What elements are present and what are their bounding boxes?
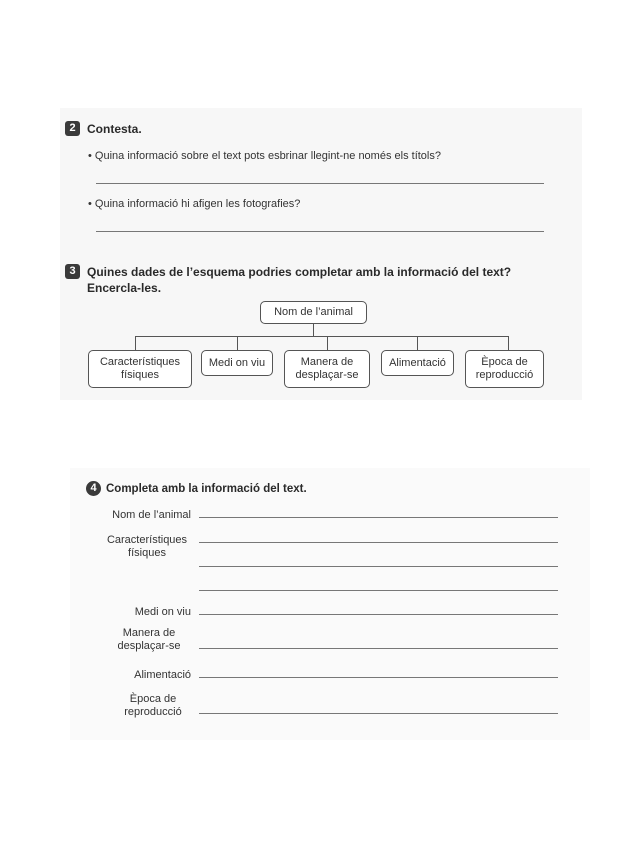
field-line-epoca[interactable]: [199, 713, 558, 714]
exercise-2-number: 2: [65, 121, 80, 136]
exercise-3-title-line-2: Encercla-les.: [87, 281, 162, 295]
diagram-connector: [417, 336, 418, 350]
field-label-epoca: Època de reproducció: [124, 693, 182, 718]
diagram-box-label: Manera de: [300, 356, 354, 368]
diagram-box-label: Característiques: [99, 356, 181, 368]
exercise-2-question-2: • Quina informació hi afigen les fotografies?: [88, 198, 301, 210]
field-line-medi[interactable]: [199, 614, 558, 615]
field-line-caracteristiques-3[interactable]: [199, 590, 558, 591]
field-label-manera: Manera de desplaçar-se: [117, 627, 181, 652]
diagram-connector: [237, 336, 238, 350]
diagram-box-manera[interactable]: [284, 350, 370, 388]
diagram-box-alimentacio[interactable]: [381, 350, 454, 376]
diagram-box-label: Medi on viu: [208, 356, 266, 369]
exercise-4-title: Completa amb la informació del text.: [106, 483, 307, 495]
field-line-caracteristiques-2[interactable]: [199, 566, 558, 567]
field-line-alimentacio[interactable]: [199, 677, 558, 678]
answer-line[interactable]: [96, 183, 544, 184]
exercise-3-number: 3: [65, 264, 80, 279]
diagram-connector: [508, 336, 509, 350]
answer-line[interactable]: [96, 231, 544, 232]
diagram-box-label: reproducció: [475, 369, 534, 381]
diagram-box-label: Època de: [481, 356, 528, 368]
exercise-4-number: 4: [86, 481, 101, 496]
exercise-2-question-1: • Quina informació sobre el text pots esbrinar llegint-ne només els títols?: [88, 150, 441, 162]
diagram-root-box[interactable]: [260, 301, 367, 324]
diagram-connector: [135, 336, 509, 337]
field-line-nom[interactable]: [199, 517, 558, 518]
diagram-box-label: físiques: [121, 369, 159, 381]
diagram-box-epoca[interactable]: [465, 350, 544, 388]
exercise-3-title-line-1: Quines dades de l’esquema podries completar amb la informació del text?: [87, 265, 512, 279]
exercise-2-title: Contesta.: [87, 122, 142, 136]
diagram-box-label: Alimentació: [389, 356, 446, 369]
diagram-box-label: desplaçar-se: [295, 369, 359, 381]
field-line-manera[interactable]: [199, 648, 558, 649]
diagram-connector: [135, 336, 136, 350]
diagram-connector: [313, 324, 314, 336]
field-label-alimentacio: Alimentació: [134, 669, 191, 681]
field-line-caracteristiques[interactable]: [199, 542, 558, 543]
field-label-medi: Medi on viu: [134, 606, 191, 618]
diagram-box-caracteristiques[interactable]: [88, 350, 192, 388]
diagram-box-medi[interactable]: [201, 350, 273, 376]
diagram-root-label: Nom de l’animal: [274, 306, 353, 318]
field-label-nom: Nom de l’animal: [112, 509, 191, 521]
diagram-connector: [327, 336, 328, 350]
field-label-caracteristiques: Característiques físiques: [106, 534, 188, 559]
